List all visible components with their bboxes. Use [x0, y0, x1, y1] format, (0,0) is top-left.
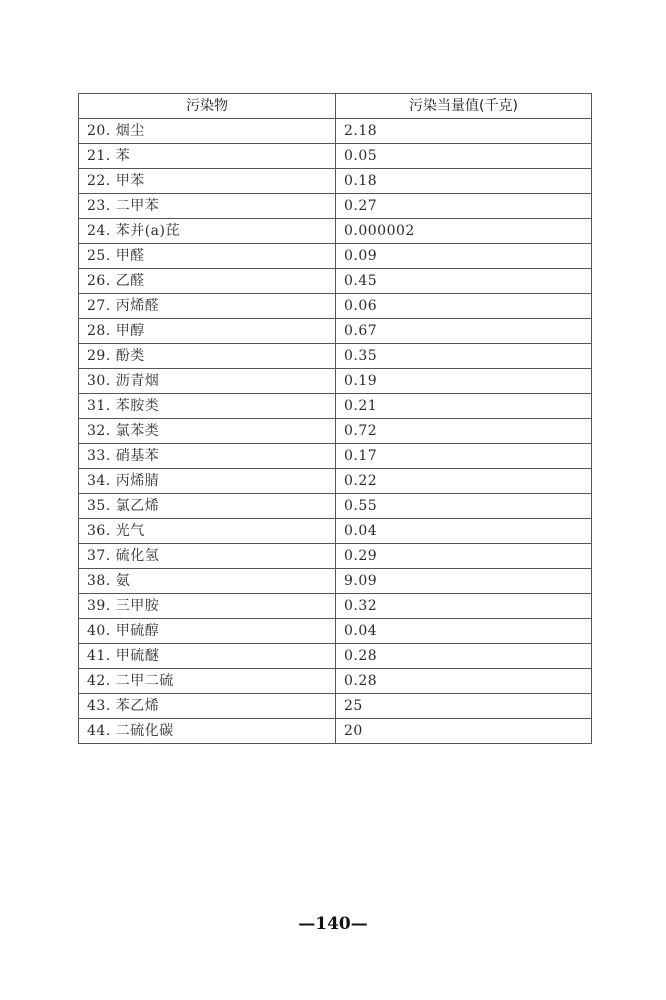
pollutant-name-cell: 34. 丙烯腈	[79, 469, 336, 494]
table-row	[79, 469, 592, 494]
table-row	[79, 669, 592, 694]
pollutant-name-cell: 24. 苯并(a)芘	[79, 219, 336, 244]
table-row	[79, 269, 592, 294]
pollutant-name-cell: 40. 甲硫醇	[79, 619, 336, 644]
table-row	[79, 719, 592, 744]
table-row	[79, 644, 592, 669]
table-row	[79, 544, 592, 569]
pollutant-name-cell: 28. 甲醇	[79, 319, 336, 344]
pollutant-name-cell: 25. 甲醛	[79, 244, 336, 269]
page-number: —140—	[298, 914, 368, 934]
equivalent-value-cell: 0.29	[336, 544, 592, 569]
equivalent-value-cell: 0.28	[336, 644, 592, 669]
table-row	[79, 119, 592, 144]
pollutant-equivalent-table-container	[78, 93, 591, 744]
pollutant-name-cell: 26. 乙醛	[79, 269, 336, 294]
equivalent-value-cell: 0.05	[336, 144, 592, 169]
table-row	[79, 319, 592, 344]
table-body	[79, 119, 592, 744]
header-pollutant: 污染物	[79, 94, 336, 119]
equivalent-value-cell: 20	[336, 719, 592, 744]
equivalent-value-cell: 0.04	[336, 519, 592, 544]
table-row	[79, 519, 592, 544]
equivalent-value-cell: 0.19	[336, 369, 592, 394]
table-row	[79, 569, 592, 594]
equivalent-value-cell: 0.18	[336, 169, 592, 194]
header-equivalent-value: 污染当量值(千克)	[336, 94, 592, 119]
pollutant-name-cell: 23. 二甲苯	[79, 194, 336, 219]
table-row	[79, 369, 592, 394]
pollutant-name-cell: 21. 苯	[79, 144, 336, 169]
table-row	[79, 294, 592, 319]
table-row	[79, 444, 592, 469]
equivalent-value-cell: 0.67	[336, 319, 592, 344]
pollutant-name-cell: 20. 烟尘	[79, 119, 336, 144]
pollutant-name-cell: 41. 甲硫醚	[79, 644, 336, 669]
equivalent-value-cell: 2.18	[336, 119, 592, 144]
table-row	[79, 594, 592, 619]
equivalent-value-cell: 0.28	[336, 669, 592, 694]
pollutant-name-cell: 30. 沥青烟	[79, 369, 336, 394]
equivalent-value-cell: 0.21	[336, 394, 592, 419]
pollutant-name-cell: 38. 氨	[79, 569, 336, 594]
equivalent-value-cell: 0.06	[336, 294, 592, 319]
equivalent-value-cell: 0.04	[336, 619, 592, 644]
equivalent-value-cell: 9.09	[336, 569, 592, 594]
pollutant-equivalent-table	[78, 93, 592, 744]
pollutant-name-cell: 22. 甲苯	[79, 169, 336, 194]
pollutant-name-cell: 42. 二甲二硫	[79, 669, 336, 694]
table-row	[79, 144, 592, 169]
equivalent-value-cell: 0.17	[336, 444, 592, 469]
table-row	[79, 419, 592, 444]
equivalent-value-cell: 0.27	[336, 194, 592, 219]
equivalent-value-cell: 0.72	[336, 419, 592, 444]
equivalent-value-cell: 0.22	[336, 469, 592, 494]
pollutant-name-cell: 44. 二硫化碳	[79, 719, 336, 744]
equivalent-value-cell: 0.35	[336, 344, 592, 369]
pollutant-name-cell: 32. 氯苯类	[79, 419, 336, 444]
pollutant-name-cell: 36. 光气	[79, 519, 336, 544]
pollutant-name-cell: 31. 苯胺类	[79, 394, 336, 419]
equivalent-value-cell: 0.32	[336, 594, 592, 619]
equivalent-value-cell: 0.55	[336, 494, 592, 519]
table-header-row	[79, 94, 592, 119]
pollutant-name-cell: 35. 氯乙烯	[79, 494, 336, 519]
table-row	[79, 694, 592, 719]
table-row	[79, 244, 592, 269]
pollutant-name-cell: 27. 丙烯醛	[79, 294, 336, 319]
table-row	[79, 619, 592, 644]
equivalent-value-cell: 0.000002	[336, 219, 592, 244]
table-row	[79, 194, 592, 219]
pollutant-name-cell: 43. 苯乙烯	[79, 694, 336, 719]
pollutant-name-cell: 33. 硝基苯	[79, 444, 336, 469]
table-row	[79, 169, 592, 194]
table-row	[79, 219, 592, 244]
equivalent-value-cell: 25	[336, 694, 592, 719]
equivalent-value-cell: 0.09	[336, 244, 592, 269]
equivalent-value-cell: 0.45	[336, 269, 592, 294]
table-row	[79, 344, 592, 369]
pollutant-name-cell: 37. 硫化氢	[79, 544, 336, 569]
table-row	[79, 494, 592, 519]
pollutant-name-cell: 39. 三甲胺	[79, 594, 336, 619]
pollutant-name-cell: 29. 酚类	[79, 344, 336, 369]
table-row	[79, 394, 592, 419]
